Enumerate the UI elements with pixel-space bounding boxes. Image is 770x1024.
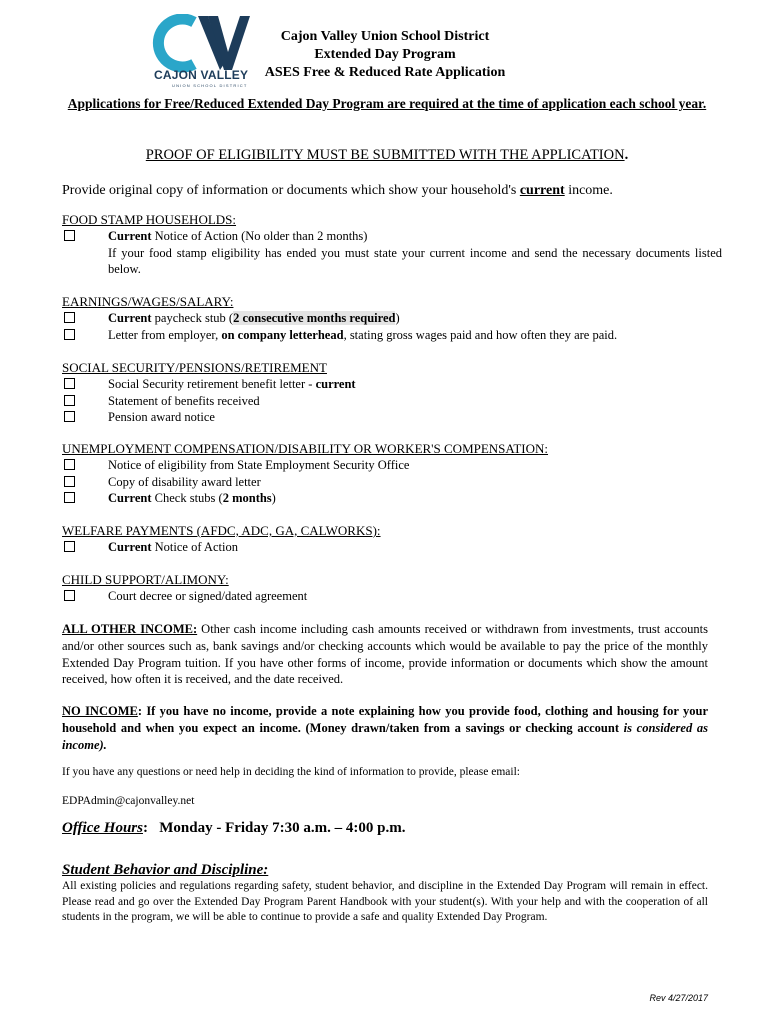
list-item: Social Security retirement benefit letter - current bbox=[62, 376, 722, 393]
list-item: Current Check stubs (2 months) bbox=[62, 490, 722, 507]
section-heading: WELFARE PAYMENTS (AFDC, ADC, GA, CALWORKS): bbox=[62, 523, 381, 538]
behavior-title: Student Behavior and Discipline: bbox=[62, 862, 269, 878]
logo-wordmark: CAJON VALLEY bbox=[154, 68, 249, 82]
cv-logo-mark-icon bbox=[150, 14, 252, 74]
checkbox[interactable] bbox=[64, 312, 75, 323]
revision-date: Rev 4/27/2017 bbox=[649, 993, 708, 1003]
section-unemployment bbox=[62, 441, 722, 507]
checkbox[interactable] bbox=[64, 329, 75, 340]
checkbox[interactable] bbox=[64, 541, 75, 552]
checkbox[interactable] bbox=[64, 230, 75, 241]
section-heading: SOCIAL SECURITY/PENSIONS/RETIREMENT bbox=[62, 360, 327, 375]
checkbox[interactable] bbox=[64, 378, 75, 389]
proof-notice-text: PROOF OF ELIGIBILITY MUST BE SUBMITTED WITH THE APPLICATION bbox=[145, 147, 625, 163]
section-heading: EARNINGS/WAGES/SALARY: bbox=[62, 294, 234, 309]
section-welfare bbox=[62, 523, 722, 556]
list-item: Statement of benefits received bbox=[62, 393, 722, 410]
provide-text: Provide original copy of information or documents which show your household's bbox=[62, 183, 520, 198]
list-item: Current Notice of Action bbox=[62, 539, 722, 556]
contact-question: If you have any questions or need help in deciding the kind of information to provide, please email: bbox=[62, 766, 520, 778]
list-item: Notice of eligibility from State Employment Security Office bbox=[62, 457, 722, 474]
list-item: Pension award notice bbox=[62, 409, 722, 426]
checkbox[interactable] bbox=[64, 411, 75, 422]
title-line-program: Extended Day Program bbox=[314, 47, 456, 62]
title-line-application: ASES Free & Reduced Rate Application bbox=[264, 65, 506, 80]
document-title bbox=[250, 28, 520, 82]
office-hours: Office Hours: Monday - Friday 7:30 a.m. – 4:00 p.m. bbox=[62, 820, 406, 836]
checkbox[interactable] bbox=[64, 590, 75, 601]
section-heading: UNEMPLOYMENT COMPENSATION/DISABILITY OR WORKER'S COMPENSATION: bbox=[62, 441, 549, 456]
section-heading: CHILD SUPPORT/ALIMONY: bbox=[62, 572, 229, 587]
logo-subtext: UNION SCHOOL DISTRICT bbox=[172, 83, 248, 88]
other-income-paragraph: ALL OTHER INCOME: Other cash income including cash amounts received or withdrawn from investments, trust accounts and/or other sources such as, bank savings and/or checking accounts which would be available to pay the price of the monthly Extended Day Program tuition. If you have other forms of income, provide information or documents which show the amount received, how often it is received, and the date received. bbox=[62, 622, 708, 687]
proof-notice bbox=[62, 146, 712, 164]
behavior-text: All existing policies and regulations regarding safety, student behavior, and discipline in the Extended Day Program will remain in effect. Please read and go over the Extended Day Program Parent Handbook with your student(s). With your help and with the cooperation of all students in the program, we will be able to continue to provide a safe and quality Extended Day Program. bbox=[62, 880, 708, 923]
checkbox[interactable] bbox=[64, 395, 75, 406]
no-income-paragraph: NO INCOME: If you have no income, provide a note explaining how you provide food, clothing and housing for your household and when you expect an income. (Money drawn/taken from a savings or checking account is considered as income). bbox=[62, 704, 708, 752]
list-item: Current Notice of Action (No older than 2 months) bbox=[62, 228, 722, 245]
required-notice: Applications for Free/Reduced Extended Day Program are required at the time of application each school year. bbox=[67, 96, 707, 111]
section-social-security bbox=[62, 360, 722, 426]
section-heading: FOOD STAMP HOUSEHOLDS: bbox=[62, 212, 237, 227]
list-item: Letter from employer, on company letterhead, stating gross wages paid and how often they are paid. bbox=[62, 327, 722, 344]
checkbox[interactable] bbox=[64, 459, 75, 470]
section-food-stamp bbox=[62, 212, 722, 278]
section-earnings bbox=[62, 294, 722, 343]
list-item: Copy of disability award letter bbox=[62, 474, 722, 491]
district-logo bbox=[150, 14, 252, 90]
contact-email-link[interactable]: EDPAdmin@cajonvalley.net bbox=[62, 795, 195, 807]
proof-notice-period: . bbox=[624, 147, 629, 163]
list-item: Court decree or signed/dated agreement bbox=[62, 588, 722, 605]
provide-text-end: income. bbox=[564, 183, 613, 198]
section-child-support bbox=[62, 572, 722, 605]
provide-instructions bbox=[62, 182, 722, 200]
food-stamp-note: If your food stamp eligibility has ended you must state your current income and send the necessary documents listed below. bbox=[108, 245, 722, 276]
list-item: Current paycheck stub (2 consecutive months required) bbox=[62, 310, 722, 327]
title-line-district: Cajon Valley Union School District bbox=[280, 29, 490, 44]
provide-emphasis: current bbox=[519, 183, 565, 198]
checkbox[interactable] bbox=[64, 492, 75, 503]
checkbox[interactable] bbox=[64, 476, 75, 487]
